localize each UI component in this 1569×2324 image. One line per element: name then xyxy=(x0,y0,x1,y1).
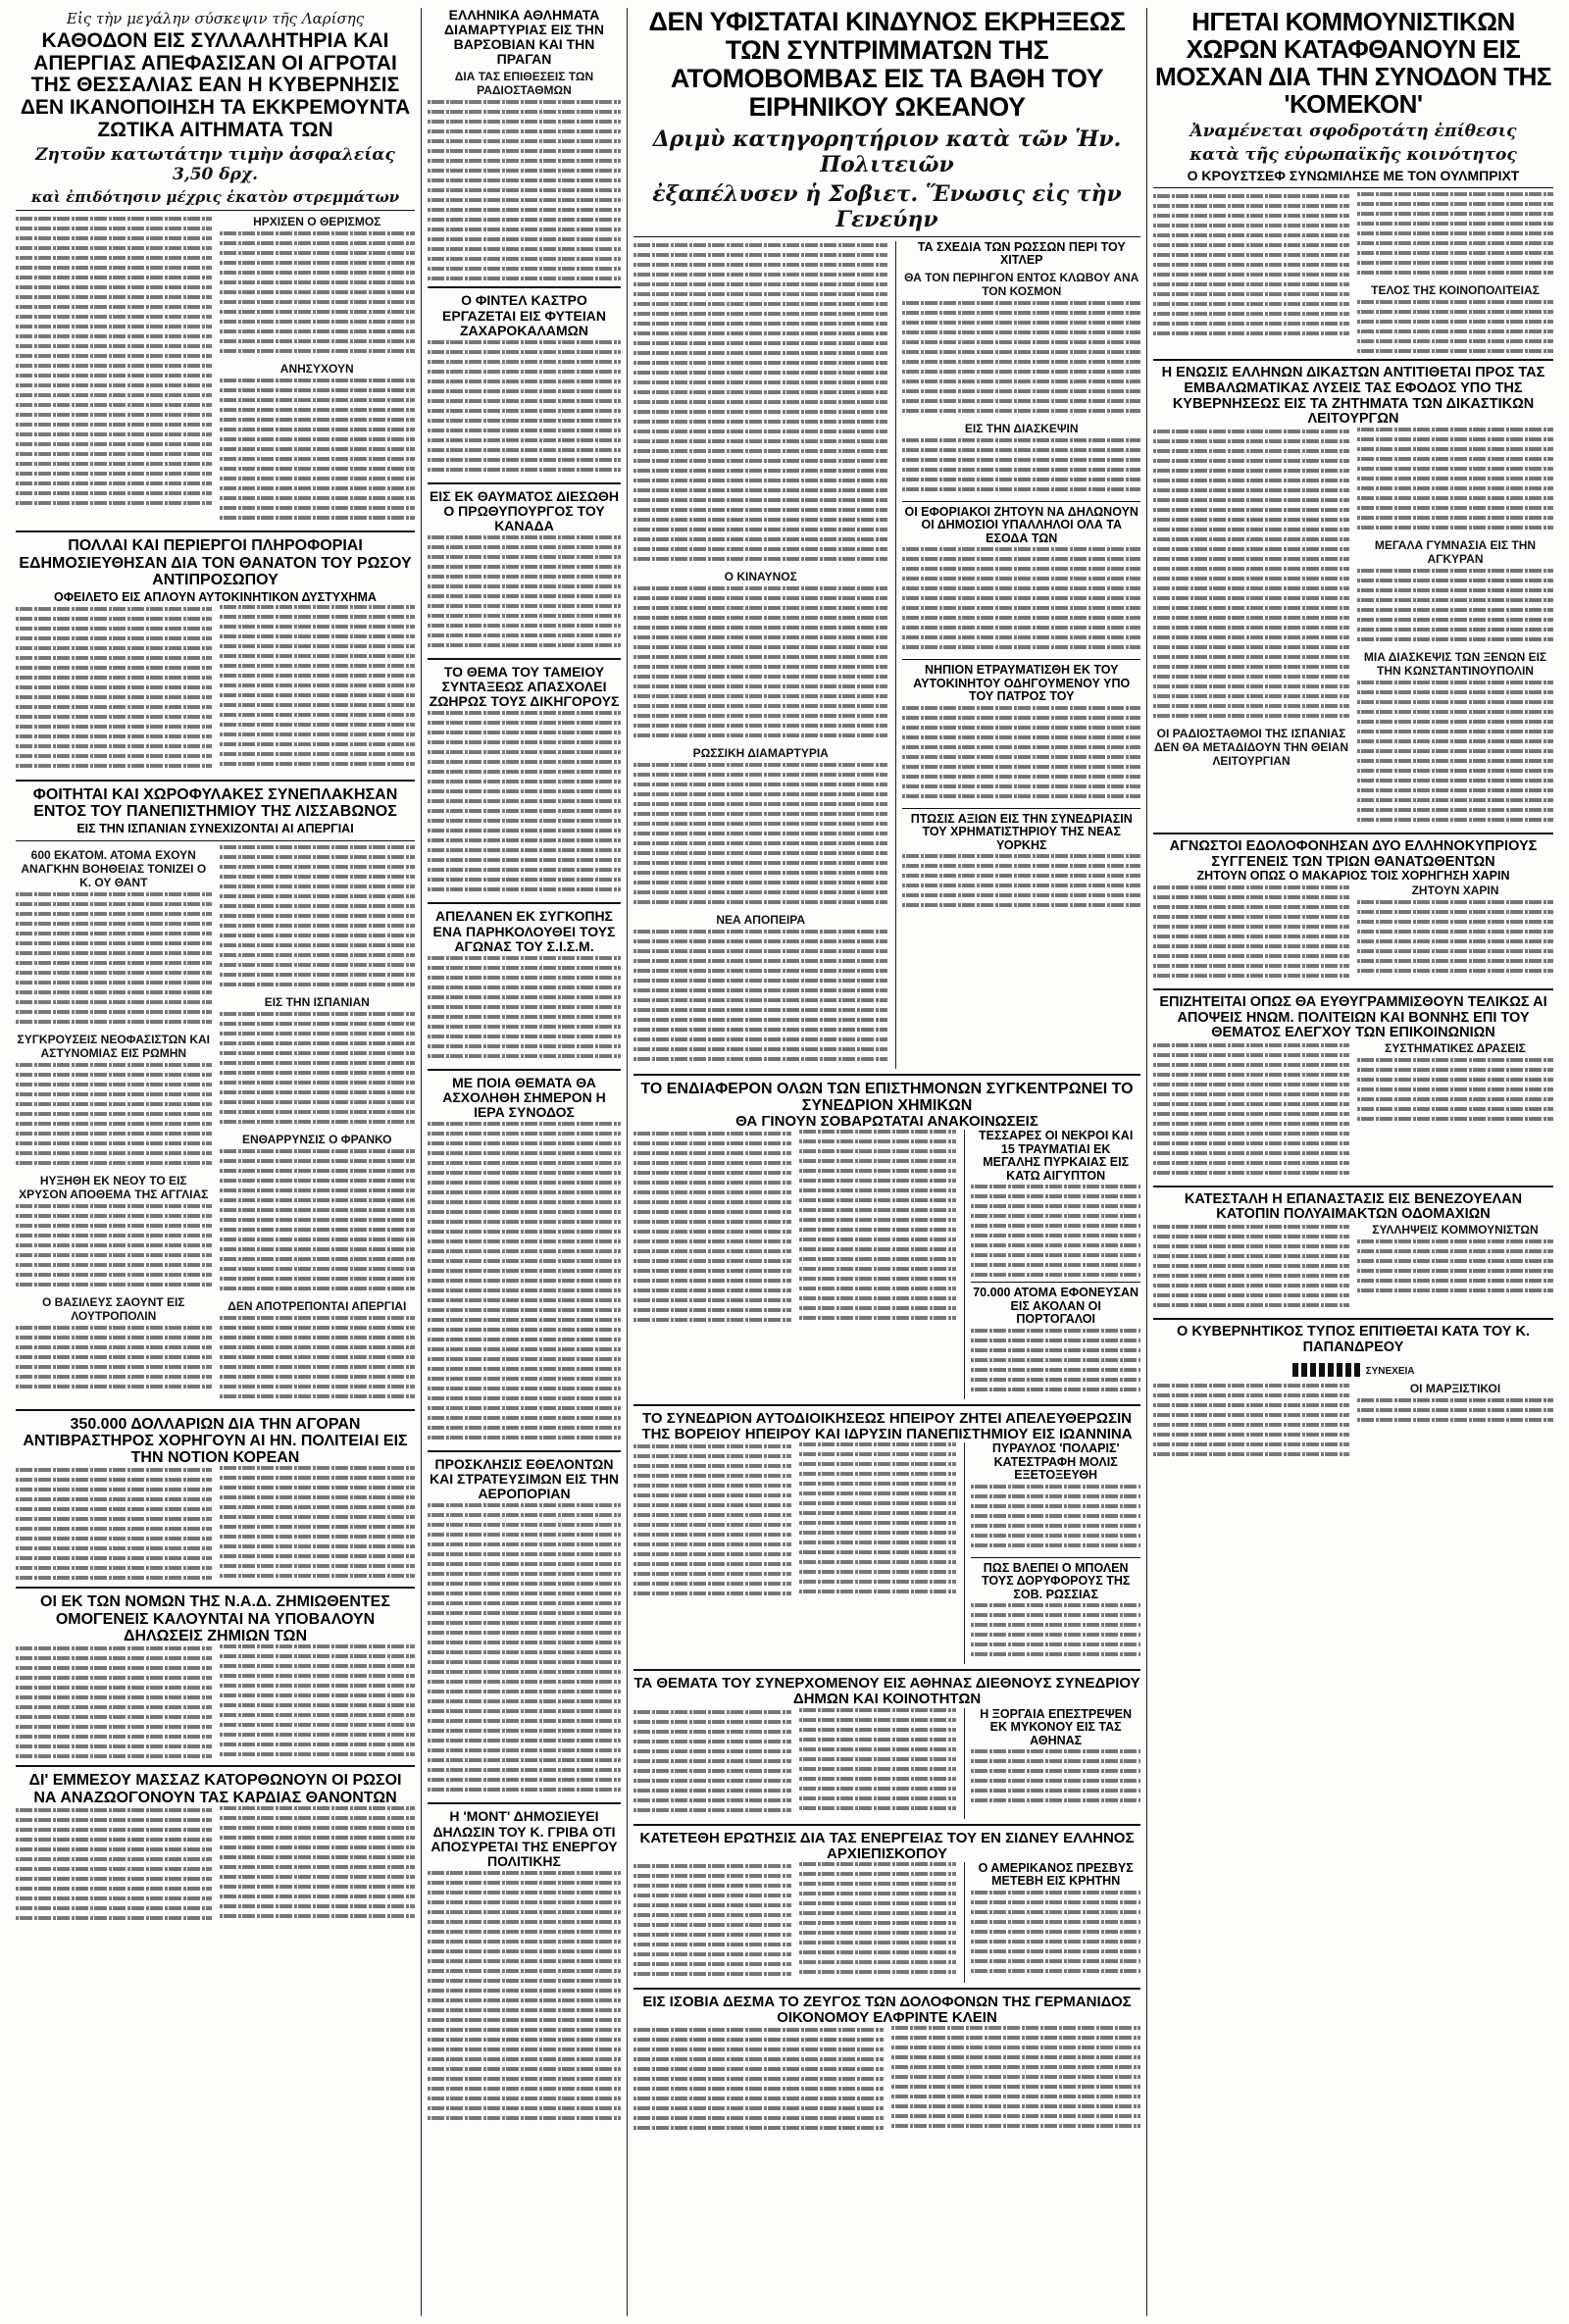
article-chemists xyxy=(633,1130,956,1399)
subhead-commonwealth: ΤΕΛΟΣ ΤΗΣ ΚΟΙΝΟΠΟΛΙΤΕΙΑΣ xyxy=(1371,283,1540,298)
headline-russian-rep: ΠΟΛΛΑΙ ΚΑΙ ΠΕΡΙΕΡΓΟΙ ΠΛΗΡΟΦΟΡΙΑΙ ΕΔΗΜΟΣΙΕΥΘΗΣΑΝ ΔΙΑ ΤΟΝ ΘΑΝΑΤΟΝ ΤΟΥ ΡΩΣΟΥ ΑΝΤΙΠΡΟΣΩΠΟΥ xyxy=(19,537,412,588)
headline-atom-bomb: ΔΕΝ ΥΦΙΣΤΑΤΑΙ ΚΙΝΔΥΝΟΣ ΕΚΡΗΞΕΩΣ ΤΩΝ ΣΥΝΤΡΙΜΜΑΤΩΝ ΤΗΣ ΑΤΟΜΟΒΟΜΒΑΣ ΕΙΣ ΤΑ ΒΑΘΗ ΤΟΥ ΕΙΡΗΝΙΚΟΥ ΩΚΕΑΝΟΥ xyxy=(648,8,1126,123)
headline-comecon: ΗΓΕΤΑΙ ΚΟΜΜΟΥΝΙΣΤΙΚΩΝ ΧΩΡΩΝ ΚΑΤΑΦΘΑΝΟΥΝ ΕΙΣ ΜΟΣΧΑΝ ΔΙΑ ΤΗΝ ΣΥΝΟΔΟΝ ΤΗΣ 'ΚΟΜΕΚΟΝ' xyxy=(1155,8,1551,120)
subhead-strikes: ΔΕΝ ΑΠΟΤΡΕΠΟΝΤΑΙ ΑΠΕΡΓΙΑΙ xyxy=(228,1298,407,1313)
deck-farmers-1: Ζητοῦν κατωτάτην τιμὴν ἀσφαλείας 3,50 δρχ. xyxy=(35,145,395,185)
headline-korea: 350.000 ΔΟΛΛΑΡΙΩΝ ΔΙΑ ΤΗΝ ΑΓΟΡΑΝ ΑΝΤΙΒΡΑΣΤΗΡΟΣ ΧΟΡΗΓΟΥΝ ΑΙ ΗΝ. ΠΟΛΙΤΕΙΑΙ ΕΙΣ ΤΗΝ ΝΟΤΙΟΝ ΚΟΡΕΑΝ xyxy=(23,1415,408,1467)
deck-comecon-2: κατὰ τῆς εὐρωπαϊκῆς κοινότητος xyxy=(1189,145,1517,166)
subhead-marxists: ΟΙ ΜΑΡΞΙΣΤΙΚΟΙ xyxy=(1409,1382,1501,1396)
subhead-conference: ΕΙΣ ΤΗΝ ΔΙΑΣΚΕΨΙΝ xyxy=(964,421,1079,435)
subhead-saud: Ο ΒΑΣΙΛΕΥΣ ΣΑΟΥΝΤ ΕΙΣ ΛΟΥΤΡΟΠΟΛΙΝ xyxy=(42,1294,185,1323)
headline-epirus: ΤΟ ΣΥΝΕΔΡΙΟΝ ΑΥΤΟΔΙΟΙΚΗΣΕΩΣ ΗΠΕΙΡΟΥ ΖΗΤΕΙ ΑΠΕΛΕΥΘΕΡΩΣΙΝ ΤΗΣ ΒΟΡΕΙΟΥ ΗΠΕΙΡΟΥ ΚΑΙ ΙΔΡΥΣΙΝ ΠΑΝΕΠΙΣΤΗΜΙΟΥ ΕΙΣ ΙΩΑΝΝΙΝΑ xyxy=(641,1409,1133,1443)
side-stories-3 xyxy=(964,1442,1140,1664)
deck-indictment-2: ἐξαπέλυσεν ἡ Σοβιετ. Ἕνωσις εἰς τὴν Γενεύην xyxy=(652,180,1122,232)
article-epirus xyxy=(633,1442,956,1664)
serial-label: ΣΥΝΕΧΕΙΑ xyxy=(1365,1366,1415,1378)
headline-air-force: ΠΡΟΣΚΛΗΣΙΣ ΕΘΕΛΟΝΤΩΝ ΚΑΙ ΣΤΡΑΤΕΥΣΙΜΩΝ ΕΙΣ ΤΗΝ ΑΕΡΟΠΟΡΙΑΝ xyxy=(430,1456,619,1502)
headline-municipalities: ΤΑ ΘΕΜΑΤΑ ΤΟΥ ΣΥΝΕΡΧΟΜΕΝΟΥ ΕΙΣ ΑΘΗΝΑΣ ΔΙΕΘΝΟΥΣ ΣΥΝΕΔΡΙΟΥ ΔΗΜΩΝ ΚΑΙ ΚΟΙΝΟΤΗΤΩΝ xyxy=(633,1675,1140,1708)
headline-spain-strikes: ΕΙΣ ΤΗΝ ΙΣΠΑΝΙΑΝ ΣΥΝΕΧΙΖΟΝΤΑΙ ΑΙ ΑΠΕΡΓΙΑΙ xyxy=(76,822,354,836)
side-stories-4 xyxy=(964,1708,1140,1819)
headline-synod: ΜΕ ΠΟΙΑ ΘΕΜΑΤΑ ΘΑ ΑΣΧΟΛΗΘΗ ΣΗΜΕΡΟΝ Η ΙΕΡΑ ΣΥΝΟΔΟΣ xyxy=(442,1074,606,1120)
headline-heart-massage: ΔΙ' ΕΜΜΕΣΟΥ ΜΑΣΣΑΖ ΚΑΤΟΡΘΩΝΟΥΝ ΟΙ ΡΩΣΟΙ ΝΑ ΑΝΑΖΩΟΓΟΝΟΥΝ ΤΑΣ ΚΑΡΔΙΑΣ ΘΑΝΟΝΤΩΝ xyxy=(28,1772,402,1806)
headline-cyprus: ΑΓΝΩΣΤΟΙ ΕΔΟΛΟΦΟΝΗΣΑΝ ΔΥΟ ΕΛΛΗΝΟΚΥΠΡΙΟΥΣ ΣΥΓΓΕΝΕΙΣ ΤΩΝ ΤΡΙΩΝ ΘΑΝΑΤΩΘΕΝΤΩΝ xyxy=(1169,838,1538,870)
article-murderers xyxy=(633,2026,1140,2137)
article-archbishop xyxy=(633,1862,956,1983)
headline-farmers: ΚΑΘΟΔΟΝ ΕΙΣ ΣΥΛΛΑΛΗΤΗΡΙΑ ΚΑΙ ΑΠΕΡΓΙΑΣ ΑΠΕΦΑΣΙΣΑΝ ΟΙ ΑΓΡΟΤΑΙ ΤΗΣ ΘΕΣΣΑΛΙΑΣ ΕΑΝ Η ΚΥΒΕΡΝΗΣΙΣ ΔΕΝ ΙΚΑΝΟΠΟΙΗΣΗ ΤΑ ΕΚΚΡΕΜΟΥΝΤΑ ΖΩΤΙΚΑ ΑΙΤΗΜΑΤΑ ΤΩΝ xyxy=(20,29,411,141)
deck-farmers-2: καὶ ἐπιδότησιν μέχρις ἑκατὸν στρεμμάτων xyxy=(30,188,400,207)
subhead-franco: ΕΝΘΑΡΡΥΝΣΙΣ Ο ΦΡΑΝΚΟ xyxy=(241,1132,392,1146)
headline-egypt-fire: ΤΕΣΣΑΡΕΣ ΟΙ ΝΕΚΡΟΙ ΚΑΙ 15 ΤΡΑΥΜΑΤΙΑΙ ΕΚ ΜΕΓΑΛΗΣ ΠΥΡΚΑΙΑΣ ΕΙΣ ΚΑΤΩ ΑΙΓΥΠΤΟΝ xyxy=(979,1129,1134,1183)
epirus-section xyxy=(633,1442,1140,1664)
headline-hitler: ΤΑ ΣΧΕΔΙΑ ΤΩΝ ΡΩΣΣΩΝ ΠΕΡΙ ΤΟΥ ΧΙΤΛΕΡ xyxy=(917,239,1126,268)
serial-line xyxy=(1153,1359,1553,1378)
munic-section xyxy=(633,1708,1140,1819)
headline-stocks: ΠΤΩΣΙΣ ΑΞΙΩΝ ΕΙΣ ΤΗΝ ΣΥΝΕΔΡΙΑΣΙΝ ΤΟΥ ΧΡΗΜΑΤΙΣΤΗΡΙΟΥ ΤΗΣ ΝΕΑΣ ΥΟΡΚΗΣ xyxy=(910,811,1133,852)
headline-ambassador: Ο ΑΜΕΡΙΚΑΝΟΣ ΠΡΕΣΒΥΣ ΜΕΤΕΒΗ ΕΙΣ ΚΡΗΤΗΝ xyxy=(978,1860,1134,1889)
archbishop-section xyxy=(633,1862,1140,1983)
side-stories-2 xyxy=(964,1130,1140,1399)
headline-polaris: ΠΥΡΑΥΛΟΣ 'ΠΟΛΑΡΙΣ' ΚΑΤΕΣΤΡΑΦΗ ΜΟΛΙΣ ΕΞΕΤΟΞΕΥΘΗ xyxy=(991,1441,1120,1483)
article-cyprus xyxy=(1153,884,1553,984)
subhead-attempt: ΝΕΑ ΑΠΟΠΕΙΡΑ xyxy=(716,912,806,927)
headline-khrushchev: Ο ΚΡΟΥΣΤΣΕΦ ΣΥΝΩΜΙΛΗΣΕ ΜΕ ΤΟΝ ΟΥΛΜΠΡΙΧΤ xyxy=(1187,168,1520,184)
headline-communications: ΕΠΙΖΗΤΕΙΤΑΙ ΟΠΩΣ ΘΑ ΕΥΘΥΓΡΑΜΜΙΣΘΟΥΝ ΤΕΛΙΚΩΣ ΑΙ ΑΠΟΨΕΙΣ ΗΝΩΜ. ΠΟΛΙΤΕΙΩΝ ΚΑΙ ΒΟΝΝΗΣ ΕΠΙ ΤΟΥ ΘΕΜΑΤΟΣ ΕΛΕΓΧΟΥ ΤΩΝ ΕΠΙΚΟΙΝΩΝΙΩΝ xyxy=(1159,993,1547,1041)
headline-russian-rep-2: ΟΦΕΙΛΕΤΟ ΕΙΣ ΑΠΛΟΥΝ ΑΥΤΟΚΙΝΗΤΙΚΟΝ ΔΥΣΤΥΧΗΜΑ xyxy=(54,590,377,605)
subhead-harvest: ΗΡΧΙΣΕΝ Ο ΘΕΡΙΣΜΟΣ xyxy=(253,215,381,229)
article-judges xyxy=(1153,428,1553,828)
headline-child: ΝΗΠΙΟΝ ΕΤΡΑΥΜΑΤΙΣΘΗ ΕΚ ΤΟΥ ΑΥΤΟΚΙΝΗΤΟΥ ΟΔΗΓΟΥΜΕΝΟΥ ΥΠΟ ΤΟΥ ΠΑΤΡΟΣ ΤΟΥ xyxy=(913,663,1131,704)
subhead-ankara: ΜΕΓΑΛΑ ΓΥΜΝΑΣΙΑ ΕΙΣ ΤΗΝ ΑΓΚΥΡΑΝ xyxy=(1374,538,1537,567)
headline-damages: ΟΙ ΕΚ ΤΩΝ ΝΟΜΩΝ ΤΗΣ Ν.Α.Δ. ΖΗΜΙΩΘΕΝΤΕΣ ΟΜΟΓΕΝΕΙΣ ΚΑΛΟΥΝΤΑΙ ΝΑ ΥΠΟΒΑΛΟΥΝ ΔΗΛΩΣΕΙΣ ΖΗΜΙΩΝ ΤΩΝ xyxy=(40,1593,390,1645)
column-2 xyxy=(422,8,628,2316)
headline-angola: 70.000 ΑΤΟΜΑ ΕΦΟΝΕΥΣΑΝ ΕΙΣ ΑΚΟΛΑΝ ΟΙ ΠΟΡΤΟΓΑΛΟΙ xyxy=(973,1286,1139,1327)
headline-lawyers: ΤΟ ΘΕΜΑ ΤΟΥ ΤΑΜΕΙΟΥ ΣΥΝΤΑΞΕΩΣ ΑΠΑΣΧΟΛΕΙ ΖΩΗΡΩΣ ΤΟΥΣ ΔΙΚΗΓΟΡΟΥΣ xyxy=(429,664,620,710)
headline-canada-pm: ΕΙΣ ΕΚ ΘΑΥΜΑΤΟΣ ΔΙΕΣΩΘΗ Ο ΠΡΩΘΥΠΟΥΡΓΟΣ ΤΟΥ ΚΑΝΑΔΑ xyxy=(429,487,620,533)
subhead-istanbul: ΜΙΑ ΔΙΑΣΚΕΨΙΣ ΤΩΝ ΞΕΝΩΝ ΕΙΣ ΤΗΝ ΚΩΝΣΤΑΝΤΙΝΟΥΠΟΛΙΝ xyxy=(1363,650,1547,679)
article-damages xyxy=(16,1644,415,1760)
headline-castro: Ο ΦΙΝΤΕΛ ΚΑΣΤΡΟ ΕΡΓΑΖΕΤΑΙ ΕΙΣ ΦΥΤΕΙΑΝ ΖΑΧΑΡΟΚΑΛΑΜΩΝ xyxy=(442,292,606,338)
article-heart-massage xyxy=(16,1806,415,1927)
deck-comecon-1: Ἀναμένεται σφοδροτάτη ἐπίθεσις xyxy=(1189,122,1517,142)
column-3 xyxy=(628,8,1147,2316)
subhead-pardon: ΖΗΤΟΥΝ ΧΑΡΙΝ xyxy=(1411,883,1499,897)
headline-judges: Η ΕΝΩΣΙΣ ΕΛΛΗΝΩΝ ΔΙΚΑΣΤΩΝ ΑΝΤΙΤΙΘΕΤΑΙ ΠΡΟΣ ΤΑΣ ΕΜΒΑΛΩΜΑΤΙΚΑΣ ΛΥΣΕΙΣ ΤΑΣ ΕΦΟΔΟΣ ΥΠΟ ΤΗΣ ΚΥΒΕΡΝΗΣΕΩΣ ΕΙΣ ΤΑ ΖΗΤΗΜΑΤΑ ΤΩΝ ΔΙΚΑΣΤΙΚΩΝ ΛΕΙΤΟΥΡΓΩΝ xyxy=(1161,365,1545,428)
subhead-danger: Ο ΚΙΝΑΥΝΟΣ xyxy=(724,569,797,583)
subhead-radio-attacks: ΔΙΑ ΤΑΣ ΕΠΙΘΕΣΕΙΣ ΤΩΝ ΡΑΔΙΟΣΤΑΘΜΩΝ xyxy=(454,70,594,98)
subhead-protest: ΡΩΣΣΙΚΗ ΔΙΑΜΑΡΤΥΡΙΑ xyxy=(692,745,829,760)
headline-murderers: ΕΙΣ ΙΣΟΒΙΑ ΔΕΣΜΑ ΤΟ ΖΕΥΓΟΣ ΤΩΝ ΔΟΛΟΦΟΝΩΝ ΤΗΣ ΓΕΡΜΑΝΙΔΟΣ ΟΙΚΟΝΟΜΟΥ ΕΛΦΡΙΝΤΕ ΚΛΕΙΝ xyxy=(642,1993,1132,2027)
kicker: Εἰς τὴν μεγάλην σύσκεψιν τῆς Λαρίσης xyxy=(66,10,365,27)
subhead-u-thant: 600 ΕΚΑΤΟΜ. ΑΤΟΜΑ ΕΧΟΥΝ ΑΝΑΓΚΗΝ ΒΟΗΘΕΙΑΣ ΤΟΝΙΖΕΙ Ο Κ. ΟΥ ΘΑΝΤ xyxy=(21,847,207,889)
headline-grivas: Η 'ΜΟΝΤ' ΔΗΜΟΣΙΕΥΕΙ ΔΗΛΩΣΙΝ ΤΟΥ Κ. ΓΡΙΒΑ ΟΤΙ ΑΠΟΣΥΡΕΤΑΙ ΤΗΣ ΕΝΕΡΓΟΥ ΠΟΛΙΤΙΚΗΣ xyxy=(430,1808,618,1869)
subhead-rome: ΣΥΓΚΡΟΥΣΕΙΣ ΝΕΟΦΑΣΙΣΤΩΝ ΚΑΙ ΑΣΤΥΝΟΜΙΑΣ ΕΙΣ ΡΩΜΗΝ xyxy=(17,1032,210,1060)
headline-venezuela: ΚΑΤΕΣΤΑΛΗ Η ΕΠΑΝΑΣΤΑΣΙΣ ΕΙΣ ΒΕΝΕΖΟΥΕΛΑΝ ΚΑΤΟΠΙΝ ΠΟΛΥΑΙΜΑΚΤΩΝ ΟΔΟΜΑΧΙΩΝ xyxy=(1184,1190,1523,1223)
column-4 xyxy=(1147,8,1559,2316)
column-1 xyxy=(10,8,422,2316)
side-stories xyxy=(895,241,1140,1069)
article-comecon xyxy=(1153,192,1553,354)
subhead-anxious: ΑΝΗΣΥΧΟΥΝ xyxy=(279,362,354,377)
ornament-icon xyxy=(1292,1363,1361,1377)
article-russian-rep xyxy=(16,605,415,775)
headline-mykonos: Η ΞΟΡΓΑΙΑ ΕΠΕΣΤΡΕΨΕΝ ΕΚ ΜΥΚΟΝΟΥ ΕΙΣ ΤΑΣ ΑΘΗΝΑΣ xyxy=(980,1706,1133,1747)
headline-warsaw: ΕΛΛΗΝΙΚΑ ΑΘΛΗΜΑΤΑ ΔΙΑΜΑΡΤΥΡΙΑΣ ΕΙΣ ΤΗΝ ΒΑΡΣΟΒΙΑΝ ΚΑΙ ΤΗΝ ΠΡΑΓΑΝ xyxy=(444,8,604,68)
subhead-gold: ΗΥΞΗΘΗ ΕΚ ΝΕΟΥ ΤΟ ΕΙΣ ΧΡΥΣΟΝ ΑΠΟΘΕΜΑ ΤΗΣ ΑΓΓΛΙΑΣ xyxy=(19,1173,209,1201)
subhead-actions: ΣΥΣΤΗΜΑΤΙΚΕΣ ΔΡΑΣΕΙΣ xyxy=(1385,1040,1526,1055)
headline-sism: ΑΠΕΛΑΝΕΝ ΕΚ ΣΥΓΚΟΠΗΣ ΕΝΑ ΠΑΡΗΚΟΛΟΥΘΕΙ ΤΟΥΣ ΑΓΩΝΑΣ ΤΟΥ Σ.Ι.Σ.Μ. xyxy=(432,908,616,954)
subhead-cage: ΘΑ ΤΟΝ ΠΕΡΙΗΓΟΝ ΕΝΤΟΣ ΚΛΩΒΟΥ ΑΝΑ ΤΟΝ ΚΟΣΜΟΝ xyxy=(904,270,1139,298)
headline-tax: ΟΙ ΕΦΟΡΙΑΚΟΙ ΖΗΤΟΥΝ ΝΑ ΔΗΛΩΝΟΥΝ ΟΙ ΔΗΜΟΣΙΟΙ ΥΠΑΛΛΗΛΟΙ ΟΛΑ ΤΑ ΕΣΟΔΑ ΤΩΝ xyxy=(904,504,1139,545)
subhead-arrests: ΣΥΛΛΗΨΕΙΣ ΚΟΜΜΟΥΝΙΣΤΩΝ xyxy=(1372,1223,1539,1238)
article-venezuela xyxy=(1153,1223,1553,1313)
chem-section xyxy=(633,1130,1140,1399)
deck-indictment-1: Δριμὺ κατηγορητήριον κατὰ τῶν Ἡν. Πολιτειῶν xyxy=(652,126,1122,177)
headline-archbishop: ΚΑΤΕΤΕΘΗ ΕΡΩΤΗΣΙΣ ΔΙΑ ΤΑΣ ΕΝΕΡΓΕΙΑΣ ΤΟΥ ΕΝ ΣΙΔΝΕΥ ΕΛΛΗΝΟΣ ΑΡΧΙΕΠΙΣΚΟΠΟΥ xyxy=(639,1829,1135,1862)
headline-satellites: ΠΩΣ ΒΛΕΠΕΙ Ο ΜΠΟΛΕΝ ΤΟΥΣ ΔΟΡΥΦΟΡΟΥΣ ΤΗΣ ΣΟΒ. ΡΩΣΣΙΑΣ xyxy=(981,1560,1131,1601)
headline-papandreou: Ο ΚΥΒΕΡΝΗΤΙΚΟΣ ΤΥΠΟΣ ΕΠΙΤΙΘΕΤΑΙ ΚΑΤΑ ΤΟΥ Κ. ΠΑΠΑΝΔΡΕΟΥ xyxy=(1177,1324,1530,1355)
article-lisbon xyxy=(16,845,415,1404)
headline-makarios: ΖΗΤΟΥΝ ΟΠΩΣ Ο ΜΑΚΑΡΙΟΣ ΤΟΙΣ ΧΟΡΗΓΗΣΗ ΧΑΡΙΝ xyxy=(1196,869,1510,884)
article-atom-bomb xyxy=(633,241,887,1069)
article-korea xyxy=(16,1466,415,1582)
headline-chemists: ΤΟ ΕΝΔΙΑΦΕΡΟΝ ΟΛΩΝ ΤΩΝ ΕΠΙΣΤΗΜΟΝΩΝ ΣΥΓΚΕΝΤΡΩΝΕΙ ΤΟ ΣΥΝΕΔΡΙΟΝ ΧΗΜΙΚΩΝ xyxy=(640,1080,1134,1114)
atom-section xyxy=(633,241,1140,1069)
side-stories-5 xyxy=(964,1862,1140,1983)
article-farmers xyxy=(16,215,415,526)
article-papandreou xyxy=(1153,1382,1553,1462)
article-municipalities xyxy=(633,1708,956,1819)
headline-lisbon: ΦΟΙΤΗΤΑΙ ΚΑΙ ΧΩΡΟΦΥΛΑΚΕΣ ΣΥΝΕΠΛΑΚΗΣΑΝ ΕΝΤΟΣ ΤΟΥ ΠΑΝΕΠΙΣΤΗΜΙΟΥ ΤΗΣ ΛΙΣΣΑΒΩΝΟΣ xyxy=(32,785,398,820)
subhead-radio-spain: ΟΙ ΡΑΔΙΟΣΤΑΘΜΟΙ ΤΗΣ ΙΣΠΑΝΙΑΣ ΔΕΝ ΘΑ ΜΕΤΑΔΙΔΟΥΝ ΤΗΝ ΘΕΙΑΝ ΛΕΙΤΟΥΡΓΙΑΝ xyxy=(1153,727,1348,769)
article-communications xyxy=(1153,1041,1553,1181)
subhead-spain: ΕΙΣ ΤΗΝ ΙΣΠΑΝΙΑΝ xyxy=(264,994,370,1009)
headline-announcements: ΘΑ ΓΙΝΟΥΝ ΣΟΒΑΡΩΤΑΤΑΙ ΑΝΑΚΟΙΝΩΣΕΙΣ xyxy=(735,1113,1038,1131)
